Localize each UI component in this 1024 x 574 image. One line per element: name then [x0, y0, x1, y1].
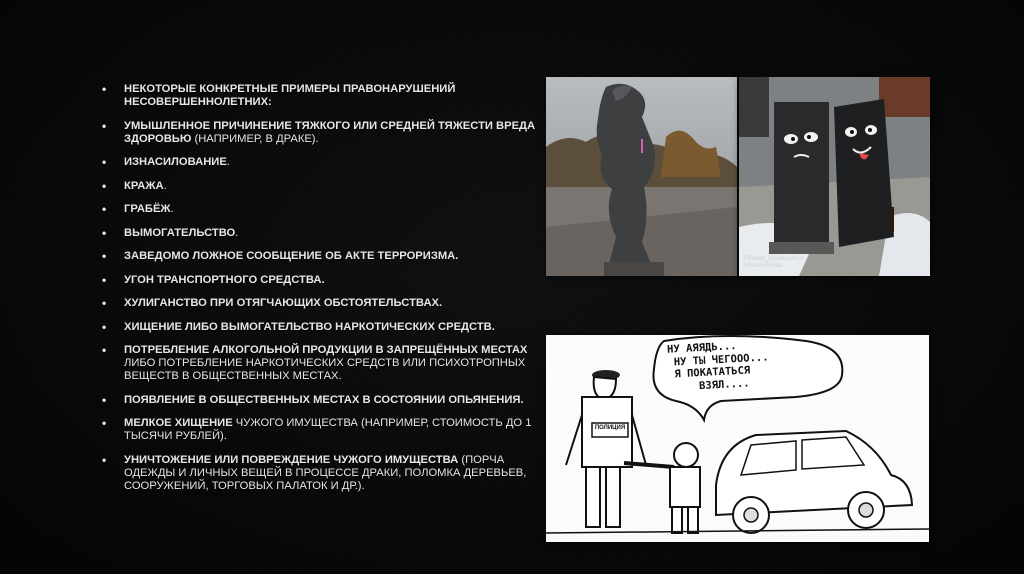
- list-item: [98, 297, 538, 310]
- bullet-icon: •: [102, 82, 107, 96]
- boxes-image: [739, 77, 930, 276]
- bullet-icon: •: [102, 343, 107, 357]
- list-item: [98, 250, 538, 263]
- list-item: [98, 156, 538, 169]
- list-item-bold-text: ВЫМОГАТЕЛЬСТВО: [124, 226, 236, 239]
- list-item: [98, 344, 538, 383]
- list-item: [98, 321, 538, 334]
- list-item: [98, 203, 538, 216]
- statue-image: [546, 77, 737, 276]
- list-item-bold-text: ПОЯВЛЕНИЕ В ОБЩЕСТВЕННЫХ МЕСТАХ В СОСТОЯНИИ ОПЬЯНЕНИЯ.: [124, 393, 524, 406]
- list-item-bold-text: МЕЛКОЕ ХИЩЕНИЕ: [124, 417, 233, 429]
- list-item-bold-text: КРАЖА: [124, 179, 164, 192]
- photo-credit: [743, 256, 803, 270]
- list-item-normal-text: ЧУЖОГО ИМУЩЕСТВА (НАПРИМЕР, СТОИМОСТЬ ДО 1 ТЫСЯЧИ РУБЛЕЙ).: [124, 417, 532, 442]
- list-item-normal-text: .: [163, 179, 167, 192]
- photo-boxes: [739, 77, 930, 276]
- list-item-normal-text: .: [226, 156, 230, 168]
- list-item-bold-text: УНИЧТОЖЕНИЕ ИЛИ ПОВРЕЖДЕНИЕ ЧУЖОГО ИМУЩЕСТВА: [124, 453, 459, 466]
- bullet-icon: •: [102, 118, 107, 133]
- offense-list: [98, 83, 538, 503]
- bubble-line-1: НУ АЯЯДЬ...: [666, 340, 737, 356]
- bullet-icon: •: [102, 178, 107, 193]
- list-item: [98, 274, 538, 287]
- speech-bubble-text: [667, 335, 849, 394]
- bullet-icon: •: [102, 452, 107, 467]
- credit-line-2: ©Bored Panda: [743, 263, 783, 269]
- photo-statue: [546, 77, 737, 276]
- list-item-bold-text: ГРАБЁЖ: [124, 203, 171, 215]
- list-item: [98, 180, 538, 193]
- credit-line-1: ©Reddit_SirJukesALot: [743, 256, 804, 262]
- bullet-icon: •: [102, 272, 107, 287]
- bubble-line-4: ВЗЯЛ....: [698, 376, 750, 392]
- list-item: [98, 83, 538, 109]
- bubble-line-3: Я ПОКАТАТЬСЯ: [674, 364, 751, 381]
- list-item: [98, 120, 538, 146]
- list-item-bold-text: ЗАВЕДОМО ЛОЖНОЕ СООБЩЕНИЕ ОБ АКТЕ ТЕРРОРИЗМА.: [124, 250, 459, 262]
- list-item: [98, 417, 538, 443]
- bullet-icon: •: [102, 296, 107, 310]
- cartoon: [546, 335, 929, 542]
- list-item-bold-text: ХИЩЕНИЕ ЛИБО ВЫМОГАТЕЛЬСТВО НАРКОТИЧЕСКИХ СРЕДСТВ.: [124, 320, 495, 333]
- list-item-bold-text: УМЫШЛЕННОЕ ПРИЧИНЕНИЕ ТЯЖКОГО ИЛИ СРЕДНЕЙ ТЯЖЕСТИ ВРЕДА ЗДОРОВЬЮ: [124, 119, 536, 145]
- bullet-icon: •: [102, 319, 107, 334]
- bullet-icon: •: [102, 225, 107, 240]
- list-item-normal-text: (НАПРИМЕР, В ДРАКЕ).: [191, 132, 319, 145]
- bubble-line-2: НУ ТЫ ЧЕГООО...: [673, 350, 769, 368]
- list-item-bold-text: УГОН ТРАНСПОРТНОГО СРЕДСТВА.: [124, 273, 325, 286]
- list-item-bold-text: НЕКОТОРЫЕ КОНКРЕТНЫЕ ПРИМЕРЫ ПРАВОНАРУШЕНИЙ НЕСОВЕРШЕННОЛЕТНИХ:: [124, 83, 456, 108]
- bullet-icon: •: [102, 249, 107, 263]
- list-item: [98, 454, 538, 493]
- list-item-normal-text: .: [170, 203, 174, 215]
- list-item: [98, 227, 538, 240]
- bullet-icon: •: [102, 155, 107, 169]
- bullet-icon: •: [102, 392, 107, 407]
- list-item-normal-text: (ПОРЧА ОДЕЖДЫ И ЛИЧНЫХ ВЕЩЕЙ В ПРОЦЕССЕ ДРАКИ, ПОЛОМКА ДЕРЕВЬЕВ, СООРУЖЕНИЙ, ТОРГОВЫХ ПАЛАТОК И ДР.).: [124, 453, 527, 492]
- bullet-icon: •: [102, 202, 107, 216]
- bullet-icon: •: [102, 416, 107, 430]
- list-item-bold-text: ИЗНАСИЛОВАНИЕ: [124, 156, 227, 168]
- list-item-normal-text: .: [235, 226, 239, 239]
- list-item-bold-text: ХУЛИГАНСТВО ПРИ ОТЯГЧАЮЩИХ ОБСТОЯТЕЛЬСТВАХ.: [124, 297, 443, 309]
- list-item: [98, 394, 538, 407]
- list-item-bold-text: ПОТРЕБЛЕНИЕ АЛКОГОЛЬНОЙ ПРОДУКЦИИ В ЗАПРЕЩЁННЫХ МЕСТАХ: [124, 344, 528, 356]
- list-item-normal-text: ЛИБО ПОТРЕБЛЕНИЕ НАРКОТИЧЕСКИХ СРЕДСТВ ИЛИ ПСИХОТРОПНЫХ ВЕЩЕСТВ В ОБЩЕСТВЕННЫХ МЕСТАХ.: [124, 357, 526, 382]
- police-badge-label: ПОЛИЦИЯ: [594, 425, 626, 431]
